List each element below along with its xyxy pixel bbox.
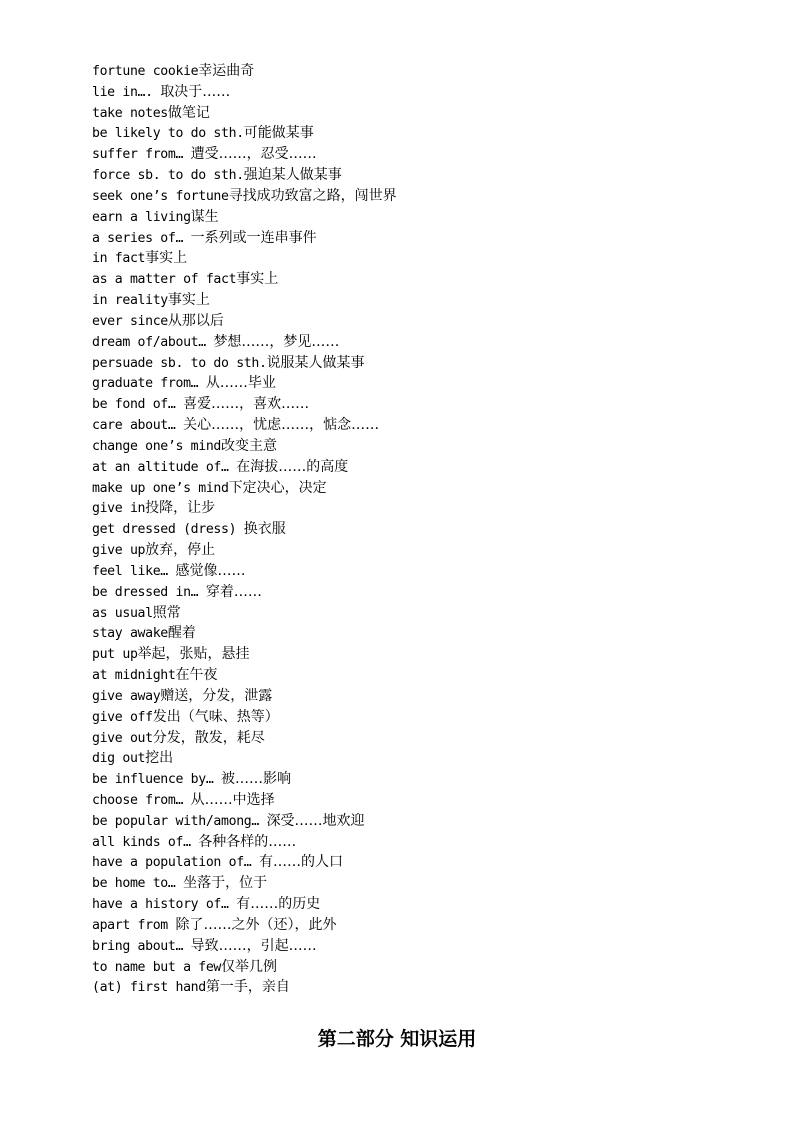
list-item bbox=[92, 623, 397, 644]
list-item bbox=[92, 165, 397, 186]
list-item bbox=[92, 582, 397, 603]
phrase-chinese: 可能做某事 bbox=[243, 125, 314, 142]
phrase-chinese: 照常 bbox=[152, 604, 181, 621]
phrase-chinese: 从那以后 bbox=[167, 312, 224, 329]
phrase-english: ever since bbox=[92, 313, 168, 329]
phrase-english: get dressed (dress) bbox=[92, 522, 244, 538]
phrase-english: graduate from… bbox=[92, 376, 206, 392]
phrase-english: care about… bbox=[92, 418, 184, 434]
phrase-english: all kinds of… bbox=[92, 834, 199, 850]
list-item bbox=[92, 228, 397, 249]
list-item bbox=[92, 873, 397, 894]
phrase-english: earn a living bbox=[92, 209, 191, 225]
phrase-english: apart from bbox=[92, 917, 176, 933]
phrase-english: fortune cookie bbox=[92, 64, 199, 79]
list-item bbox=[92, 332, 397, 353]
list-item bbox=[92, 561, 397, 582]
phrase-english: at midnight bbox=[92, 668, 176, 684]
list-item bbox=[92, 832, 397, 853]
phrase-chinese: 穿着…… bbox=[205, 583, 262, 600]
phrase-english: as a matter of fact bbox=[92, 272, 237, 288]
phrase-chinese: 投降，让步 bbox=[145, 500, 216, 517]
phrase-chinese: 发出（气味、热等） bbox=[152, 708, 279, 725]
list-item bbox=[92, 103, 397, 124]
phrase-english: be likely to do sth. bbox=[92, 126, 244, 142]
phrase-english: give in bbox=[92, 501, 146, 517]
phrase-english: be fond of… bbox=[92, 397, 184, 413]
list-item bbox=[92, 957, 397, 978]
list-item bbox=[92, 82, 397, 103]
phrase-chinese: 在午夜 bbox=[175, 667, 218, 684]
phrase-english: be dressed in… bbox=[92, 584, 206, 600]
phrase-chinese: 在海拔……的高度 bbox=[236, 458, 349, 475]
phrase-english: in reality bbox=[92, 293, 168, 309]
phrase-english: feel like… bbox=[92, 563, 176, 579]
phrase-chinese: 下定决心，决定 bbox=[228, 479, 327, 496]
phrase-chinese: 事实上 bbox=[167, 292, 210, 309]
list-item bbox=[92, 769, 397, 790]
phrase-chinese: 一系列或一连串事件 bbox=[190, 229, 317, 246]
phrase-english: in fact bbox=[92, 251, 146, 267]
phrase-chinese: 从……中选择 bbox=[190, 791, 275, 808]
phrase-english: give out bbox=[92, 730, 153, 746]
phrase-english: suffer from… bbox=[92, 147, 191, 163]
list-item bbox=[92, 811, 397, 832]
list-item bbox=[92, 290, 397, 311]
phrase-chinese: 除了……之外（还），此外 bbox=[175, 916, 337, 933]
list-item bbox=[92, 61, 397, 82]
phrase-chinese: 遭受……，忍受…… bbox=[190, 146, 317, 163]
list-item bbox=[92, 123, 397, 144]
phrase-english: be home to… bbox=[92, 876, 184, 892]
list-item bbox=[92, 519, 397, 540]
phrase-english: give off bbox=[92, 709, 153, 725]
phrase-chinese: 仅举几例 bbox=[221, 958, 278, 975]
phrase-chinese: 寻找成功致富之路，闯世界 bbox=[228, 187, 397, 204]
phrase-english: give up bbox=[92, 543, 146, 559]
list-item bbox=[92, 498, 397, 519]
phrase-english: at an altitude of… bbox=[92, 459, 237, 475]
phrase-chinese: 换衣服 bbox=[243, 521, 286, 538]
list-item bbox=[92, 728, 397, 749]
list-item bbox=[92, 144, 397, 165]
list-item bbox=[92, 269, 397, 290]
phrase-chinese: 放弃，停止 bbox=[145, 542, 216, 559]
phrase-chinese: 举起，张贴，悬挂 bbox=[137, 646, 250, 663]
list-item bbox=[92, 540, 397, 561]
list-item bbox=[92, 686, 397, 707]
phrase-chinese: 赠送，分发，泄露 bbox=[160, 687, 273, 704]
phrase-chinese: 喜爱……，喜欢…… bbox=[183, 396, 310, 413]
phrase-english: lie in…. bbox=[92, 84, 161, 100]
list-item bbox=[92, 353, 397, 374]
phrase-english: have a population of… bbox=[92, 855, 259, 871]
phrase-english: force sb. to do sth. bbox=[92, 168, 244, 184]
phrase-english: dream of/about… bbox=[92, 334, 214, 350]
phrase-english: stay awake bbox=[92, 626, 168, 642]
list-item bbox=[92, 852, 397, 873]
list-item bbox=[92, 311, 397, 332]
phrase-chinese: 幸运曲奇 bbox=[198, 63, 255, 79]
list-item bbox=[92, 748, 397, 769]
phrase-english: choose from… bbox=[92, 792, 191, 808]
list-item bbox=[92, 790, 397, 811]
phrase-chinese: 分发，散发，耗尽 bbox=[152, 729, 265, 746]
list-item bbox=[92, 665, 397, 686]
list-item bbox=[92, 373, 397, 394]
phrase-chinese: 醒着 bbox=[167, 625, 196, 642]
phrase-chinese: 感觉像…… bbox=[175, 562, 246, 579]
list-item bbox=[92, 248, 397, 269]
list-item bbox=[92, 415, 397, 436]
phrase-chinese: 取决于…… bbox=[160, 83, 231, 100]
phrase-chinese: 各种各样的…… bbox=[198, 833, 297, 850]
list-item bbox=[92, 603, 397, 624]
phrase-chinese: 强迫某人做某事 bbox=[243, 167, 342, 184]
phrase-chinese: 事实上 bbox=[145, 250, 188, 267]
phrase-chinese: 改变主意 bbox=[221, 437, 278, 454]
section-title: 第二部分 知识运用 bbox=[317, 1028, 477, 1050]
list-item bbox=[92, 394, 397, 415]
phrase-english: persuade sb. to do sth. bbox=[92, 355, 267, 371]
phrase-chinese: 坐落于，位于 bbox=[183, 875, 268, 892]
phrase-chinese: 有……的历史 bbox=[236, 896, 321, 913]
phrase-chinese: 被……影响 bbox=[221, 771, 292, 788]
phrase-english: as usual bbox=[92, 605, 153, 621]
phrase-chinese: 从……毕业 bbox=[205, 375, 276, 392]
phrase-english: change one’s mind bbox=[92, 438, 222, 454]
phrase-english: have a history of… bbox=[92, 897, 237, 913]
list-item bbox=[92, 478, 397, 499]
list-item bbox=[92, 644, 397, 665]
phrase-english: take notes bbox=[92, 105, 168, 121]
phrase-english: to name but a few bbox=[92, 959, 222, 975]
phrase-english: be influence by… bbox=[92, 772, 222, 788]
list-item bbox=[92, 894, 397, 915]
phrase-english: dig out bbox=[92, 751, 146, 767]
phrase-english: be popular with/among… bbox=[92, 813, 267, 829]
phrase-list bbox=[92, 61, 397, 998]
phrase-chinese: 导致……，引起…… bbox=[190, 937, 317, 954]
phrase-english: give away bbox=[92, 688, 161, 704]
phrase-english: (at) first hand bbox=[92, 980, 206, 996]
phrase-english: a series of… bbox=[92, 230, 191, 246]
phrase-chinese: 做笔记 bbox=[167, 104, 210, 121]
phrase-chinese: 挖出 bbox=[145, 750, 174, 767]
phrase-chinese: 第一手，亲自 bbox=[205, 979, 290, 996]
phrase-english: put up bbox=[92, 647, 138, 663]
phrase-chinese: 梦想……，梦见…… bbox=[213, 333, 340, 350]
list-item bbox=[92, 436, 397, 457]
phrase-chinese: 谋生 bbox=[190, 208, 219, 225]
list-item bbox=[92, 186, 397, 207]
phrase-english: bring about… bbox=[92, 938, 191, 954]
phrase-chinese: 说服某人做某事 bbox=[266, 354, 365, 371]
phrase-english: seek one’s fortune bbox=[92, 188, 229, 204]
phrase-english: make up one’s mind bbox=[92, 480, 229, 496]
phrase-chinese: 事实上 bbox=[236, 271, 279, 288]
list-item bbox=[92, 457, 397, 478]
phrase-chinese: 深受……地欢迎 bbox=[266, 812, 365, 829]
list-item bbox=[92, 977, 397, 998]
phrase-chinese: 有……的人口 bbox=[258, 854, 343, 871]
list-item bbox=[92, 207, 397, 228]
list-item bbox=[92, 707, 397, 728]
list-item bbox=[92, 936, 397, 957]
list-item bbox=[92, 915, 397, 936]
phrase-chinese: 关心……，忧虑……，惦念…… bbox=[183, 417, 380, 434]
